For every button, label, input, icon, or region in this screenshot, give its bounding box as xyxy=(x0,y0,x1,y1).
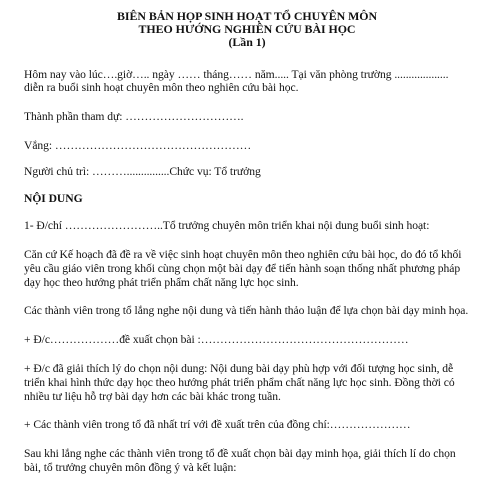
content-final-line1: Sau khi lắng nghe các thành viên trong tổ đề xuất chọn bài dạy minh họa, giải thích lí do chọn xyxy=(24,447,456,460)
document-title-line2: THEO HƯỚNG NGHIÊN CỨU BÀI HỌC xyxy=(138,22,356,36)
document-title-line1: BIÊN BẢN HỌP SINH HOẠT TỔ CHUYÊN MÔN xyxy=(116,9,378,23)
intro-line2: diễn ra buổi sinh hoạt chuyên môn theo nghiên cứu bài học. xyxy=(24,81,299,94)
content-explain-line1: + Đ/c đã giải thích lý do chọn nội dung: Nội dung bài dạy phù hợp với đối tượng học sinh, dễ xyxy=(24,362,454,375)
intro-line1: Hôm nay vào lúc….giờ….. ngày …… tháng…… năm..... Tại văn phòng trường ................... xyxy=(24,68,449,81)
content-para1-line3: dạy học theo hướng phát triển phẩm chất năng lực học sinh. xyxy=(24,276,299,289)
attendance-chair: Người chủ trì: ………...............Chức vụ: Tổ trưởng xyxy=(24,165,261,178)
attendance-present: Thành phần tham dự: …………………………. xyxy=(24,110,244,123)
content-para1-line2: yêu cầu giáo viên trong khối cùng chọn một bài dạy để tiến hành soạn thống nhất phương pháp xyxy=(24,262,461,275)
content-para2: Các thành viên trong tổ lắng nghe nội dung và tiến hành thảo luận để lựa chọn bài dạy minh họa. xyxy=(24,304,469,317)
content-heading: NỘI DUNG xyxy=(24,192,83,205)
content-explain-line2: triển khai hình thức dạy học theo hướng phát triển phẩm chất năng lực học sinh. Đồng thời có xyxy=(24,376,455,389)
attendance-absent: Vắng: …………………………………………… xyxy=(24,139,252,152)
content-final-line2: bài, tổ trưởng chuyên môn đồng ý và kết luận: xyxy=(24,461,237,474)
content-item-propose: + Đ/c………………đề xuất chọn bài :……………………………………………… xyxy=(24,333,409,346)
content-item1: 1- Đ/chí ……………………..Tổ trưởng chuyên môn triển khai nội dung buổi sinh hoạt: xyxy=(24,219,430,232)
content-para1-line1: Căn cứ Kế hoạch đã đề ra về việc sinh hoạt chuyên môn theo nghiên cứu bài học, do đó tổ khối xyxy=(24,248,462,261)
content-explain-line3: nhiều tư liệu hỗ trợ bài dạy hơn các bài khác trong tuần. xyxy=(24,390,281,403)
document-title-line3: (Lần 1) xyxy=(228,35,266,49)
content-agree: + Các thành viên trong tổ đã nhất trí với đề xuất trên của đồng chí:………………… xyxy=(24,418,411,431)
